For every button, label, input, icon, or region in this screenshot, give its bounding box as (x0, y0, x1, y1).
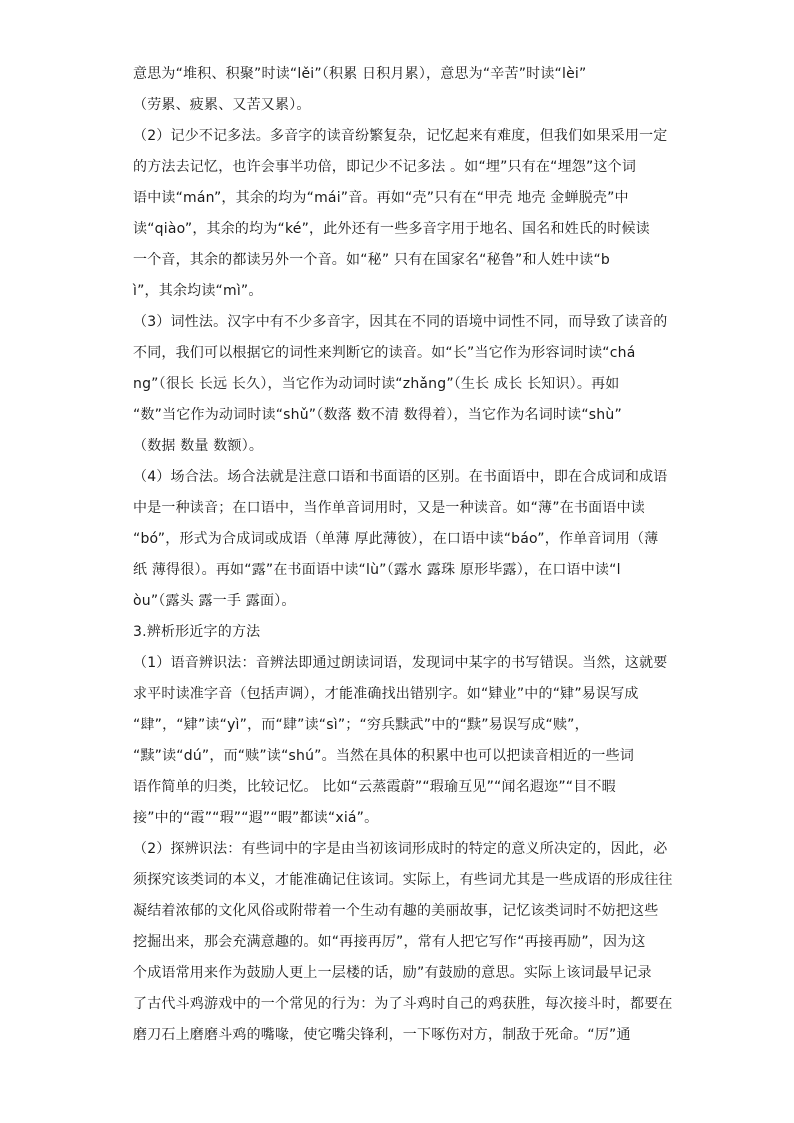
text-line: 凝结着浓郁的文化风俗或附带着一个生动有趣的美丽故事，记忆该类词时不妨把这些 (133, 903, 659, 919)
text-line: “黩”读“dú”，而“赎”读“shú”。当然在具体的积累中也可以把读音相近的一些词 (133, 748, 635, 764)
text-line: 个成语常用来作为鼓励人更上一层楼的话，励”有鼓励的意思。实际上该词最早记录 (133, 965, 652, 981)
text-line: “数”当它作为动词时读“shǔ”（数落 数不清 数得着），当它作为名词时读“shù” (133, 407, 622, 423)
text-line: òu”（露头 露一手 露面）。 (133, 593, 296, 609)
text-line: ng”（很长 长远 长久），当它作为动词时读“zhǎng”（生长 成长 长知识）。再如 (133, 376, 620, 392)
text-line: 磨刀石上磨磨斗鸡的嘴喙，使它嘴尖锋利，一下啄伤对方，制敌于死命。“厉”通 (133, 1027, 631, 1043)
section-heading: 3.辨析形近字的方法 (133, 624, 261, 640)
text-line: （4）场合法。场合法就是注意口语和书面语的区别。在书面语中，即在合成词和成语 (133, 469, 668, 485)
text-line: 接”中的“霞”“瑕”“遐”“暇”都读“xiá”。 (133, 810, 379, 826)
text-line: （1）语音辨识法：音辨法即通过朗读词语，发现词中某字的书写错误。当然，这就要 (133, 655, 668, 671)
text-line: 的方法去记忆，也许会事半功倍，即记少不记多法 。如“埋”只有在“埋怨”这个词 (133, 159, 637, 175)
text-line: （数据 数量 数额）。 (133, 438, 264, 454)
text-line: （2）探辨识法：有些词中的字是由当初该词形成时的特定的意义所决定的，因此，必 (133, 841, 668, 857)
text-line: 了古代斗鸡游戏中的一个常见的行为：为了斗鸡时自己的鸡获胜，每次接斗时，都要在 (133, 996, 673, 1012)
text-line: 不同，我们可以根据它的词性来判断它的读音。如“长”当它作为形容词时读“chá (133, 345, 636, 361)
text-line: （2）记少不记多法。多音字的读音纷繁复杂，记忆起来有难度，但我们如果采用一定 (133, 128, 668, 144)
text-line: ì”，其余均读“mì”。 (133, 283, 263, 299)
text-line: 语作简单的归类，比较记忆。 比如“云蒸霞蔚”“瑕瑜互见”“闻名遐迩”“目不暇 (133, 779, 616, 795)
text-line: 纸 薄得很）。再如“露”在书面语中读“lù”（露水 露珠 原形毕露），在口语中读“l (133, 562, 621, 578)
text-line: 中是一种读音；在口语中，当作单音词用时，又是一种读音。如“薄”在书面语中读 (133, 500, 645, 516)
text-line: （劳累、疲累、又苦又累）。 (133, 97, 311, 113)
text-line: 一个音，其余的都读另外一个音。如“秘” 只有在国家名“秘鲁”和人姓中读“b (133, 252, 610, 268)
text-line: 语中读“mán”，其余的均为“mái”音。再如“壳”只有在“甲壳 地壳 金蝉脱壳”中 (133, 190, 629, 206)
text-line: 挖掘出来，那会充满意趣的。如“再接再厉”，常有人把它写作“再接再励”，因为这 (133, 934, 646, 950)
text-line: 须探究该类词的本义，才能准确记住该词。实际上，有些词尤其是一些成语的形成往往 (133, 872, 673, 888)
text-line: 意思为“堆积、积聚”时读“lěi”（积累 日积月累），意思为“辛苦”时读“lèi” (133, 66, 587, 82)
text-line: “肆”，“肄”读“yì”，而“肆”读“sì”；“穷兵黩武”中的“黩”易误写成“赎”， (133, 717, 589, 733)
text-line: 读“qiào”，其余的均为“ké”，此外还有一些多音字用于地名、国名和姓氏的时候读 (133, 221, 650, 237)
text-line: 求平时读准字音（包括声调），才能准确找出错别字。如“肄业”中的“肄”易误写成 (133, 686, 639, 702)
text-line: （3）词性法。汉字中有不少多音字，因其在不同的语境中词性不同，而导致了读音的 (133, 314, 668, 330)
text-line: “bó”，形式为合成词或成语（单薄 厚此薄彼），在口语中读“báo”，作单音词用（薄 (133, 531, 659, 547)
